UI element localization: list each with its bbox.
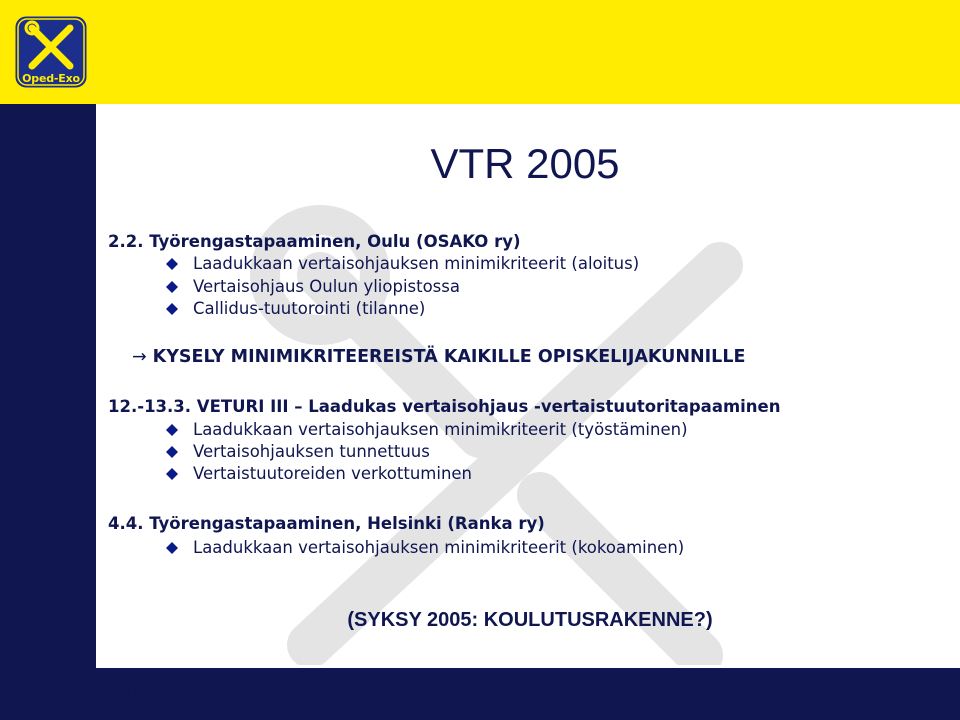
logo-text: Oped-Exo xyxy=(22,72,80,85)
section-heading-veturi: 12.-13.3. VETURI III – Laadukas vertaisohjaus -vertaistuutoritapaaminen xyxy=(108,397,781,416)
slide-title: VTR 2005 xyxy=(430,140,620,187)
top-band xyxy=(0,0,960,104)
closing-note: (SYKSY 2005: KOULUTUSRAKENNE?) xyxy=(347,609,713,631)
callout-text: KYSELY MINIMIKRITEEREISTÄ KAIKILLE OPISKELIJAKUNNILLE xyxy=(152,347,746,367)
bullet-text: Callidus-tuutorointi (tilanne) xyxy=(193,299,426,318)
bullet-icon xyxy=(166,303,178,315)
bullet-text: Laadukkaan vertaisohjauksen minimikriteerit (aloitus) xyxy=(193,254,640,273)
footer-date: 03.02.2005 xyxy=(516,684,597,701)
footer-authors: R.Töytäri & R.Kallinen/VTR xyxy=(107,684,301,701)
bullet-icon xyxy=(166,258,178,270)
bullet-text: Vertaisohjaus Oulun yliopistossa xyxy=(193,277,460,296)
bullet-icon xyxy=(166,446,178,458)
arrow-right-icon: → xyxy=(132,347,147,367)
bullet-text: Vertaistuutoreiden verkottuminen xyxy=(193,464,473,483)
bullet-icon xyxy=(166,468,178,480)
section-heading-oulu: 2.2. Työrengastapaaminen, Oulu (OSAKO ry) xyxy=(108,232,521,251)
left-band xyxy=(0,104,96,720)
bullet-text: Laadukkaan vertaisohjauksen minimikriteerit (työstäminen) xyxy=(193,420,688,439)
bullet-text: Laadukkaan vertaisohjauksen minimikriteerit (kokoaminen) xyxy=(193,538,685,557)
bullet-text: Vertaisohjauksen tunnettuus xyxy=(193,442,430,461)
section-heading-helsinki: 4.4. Työrengastapaaminen, Helsinki (Ranka ry) xyxy=(108,514,545,533)
bullet-icon xyxy=(166,424,178,436)
bullet-icon xyxy=(166,281,178,293)
bullet-icon xyxy=(166,542,178,554)
callout-line xyxy=(132,347,745,367)
